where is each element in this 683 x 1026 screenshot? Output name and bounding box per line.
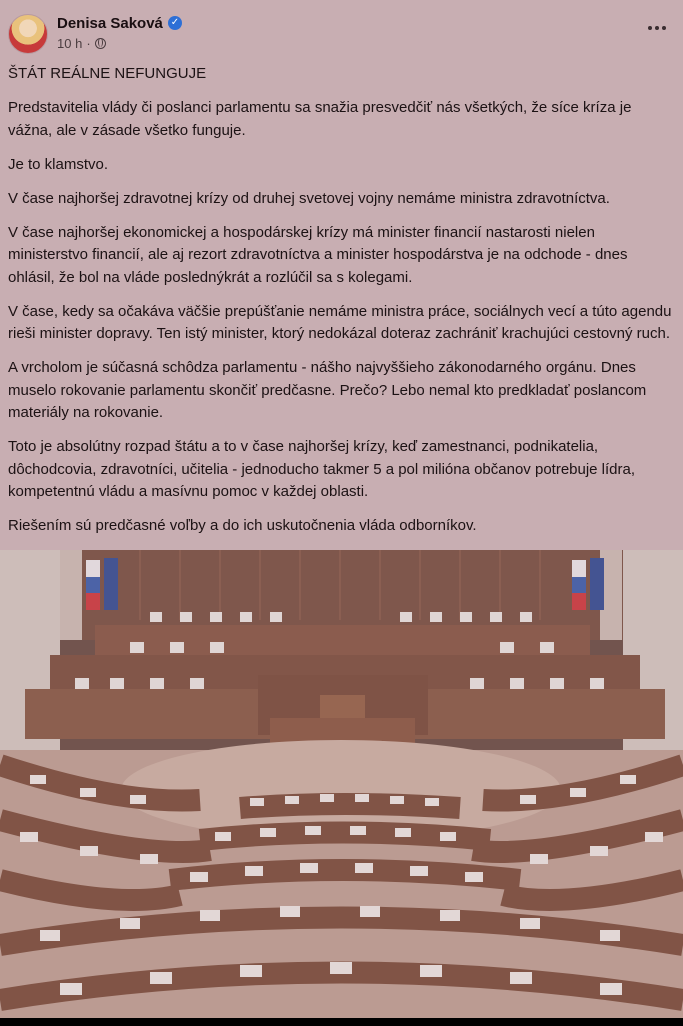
post-paragraph: V čase najhoršej ekonomickej a hospodárskej krízy má minister financií nastarosti nielen ministerstvo financií, ale aj rezort zdravotníctva a minister hospodárstva je na odchode - dnes ohlásil, že bol na vláde poslednýkrát a rozlúčil sa s kolegami. (8, 223, 628, 286)
post-time[interactable]: 10 h (57, 35, 83, 51)
meta-separator: · (86, 35, 91, 51)
post-paragraph: Predstavitelia vlády či poslanci parlamentu sa snažia presvedčiť nás všetkých, že síce kríza je vážna, ale v zásade všetko funguje. (8, 99, 632, 139)
post-title: ŠTÁT REÁLNE NEFUNGUJE (8, 65, 207, 82)
bottom-bar (0, 1018, 683, 1026)
post-paragraph: V čase, kedy sa očakáva väčšie prepúšťanie nemáme ministra práce, sociálnych vecí a túto agendu rieši minister dopravy. Ten istý minister, ktorý nedokázal doteraz zachrániť krachujúci cestovný ruch. (8, 302, 672, 342)
post-meta (57, 35, 106, 51)
post-photo[interactable] (0, 550, 683, 1018)
post-paragraph: Riešením sú predčasné voľby a do ich uskutočnenia vláda odborníkov. (8, 517, 477, 534)
author-name[interactable]: Denisa Saková (57, 14, 163, 32)
globe-icon (95, 38, 106, 49)
author-avatar[interactable] (8, 14, 48, 54)
verified-badge-icon: ✓ (168, 16, 182, 30)
post-paragraph: A vrcholom je súčasná schôdza parlamentu - nášho najvyššieho zákonodarného orgánu. Dnes muselo rokovanie parlamentu skončiť predčasne. Prečo? Lebo nemal kto predkladať poslancom materiály na rokovanie. (8, 359, 647, 421)
post-paragraph: Toto je absolútny rozpad štátu a to v čase najhoršej krízy, keď zamestnanci, podnikatelia, dôchodcovia, zdravotníci, učitelia - jednoducho takmer 5 a pol milióna občanov potrebuje lídra, kompetentnú vládu a masívnu pomoc v každej oblasti. (8, 438, 636, 500)
author-row (57, 13, 182, 33)
post-text (8, 63, 676, 617)
post-header (0, 0, 683, 64)
more-options-icon[interactable] (645, 20, 669, 36)
post-paragraph: V čase najhoršej zdravotnej krízy od druhej svetovej vojny nemáme ministra zdravotníctva. (8, 189, 610, 207)
post-paragraph: Je to klamstvo. (8, 155, 109, 173)
